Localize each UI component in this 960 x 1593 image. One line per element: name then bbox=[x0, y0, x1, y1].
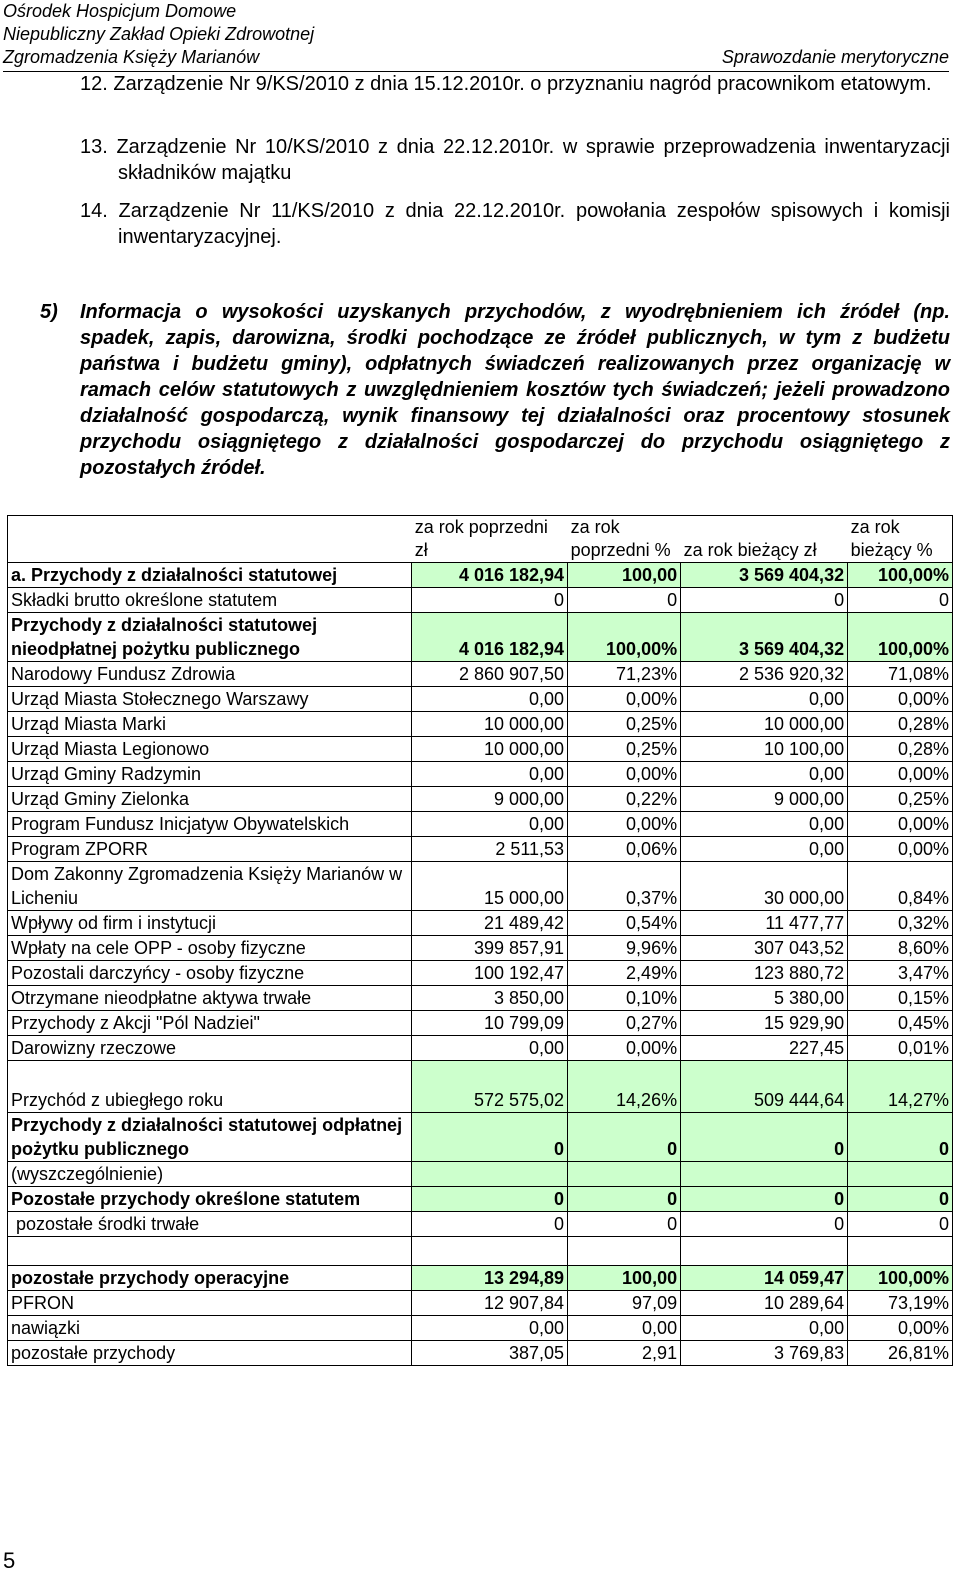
header-prev-amount: za rok poprzedni zł bbox=[412, 516, 568, 563]
row-value: 0 bbox=[412, 588, 568, 613]
row-value: 0,25% bbox=[568, 712, 681, 737]
row-value: 0,00 bbox=[681, 837, 848, 862]
row-value: 5 380,00 bbox=[681, 986, 848, 1011]
row-value: 0,00 bbox=[681, 762, 848, 787]
row-value: 0,27% bbox=[568, 1011, 681, 1036]
table-row bbox=[8, 613, 953, 662]
row-value bbox=[412, 1162, 568, 1187]
row-label: Darowizny rzeczowe bbox=[8, 1036, 412, 1061]
revenue-table bbox=[7, 515, 953, 1366]
row-label: Wpływy od firm i instytucji bbox=[8, 911, 412, 936]
table-row bbox=[8, 961, 953, 986]
table-row bbox=[8, 1316, 953, 1341]
row-value: 14 059,47 bbox=[681, 1266, 848, 1291]
row-value: 9 000,00 bbox=[412, 787, 568, 812]
row-value: 0 bbox=[848, 1187, 953, 1212]
table-row bbox=[8, 588, 953, 613]
row-value: 0,00 bbox=[412, 812, 568, 837]
row-label: PFRON bbox=[8, 1291, 412, 1316]
table-row bbox=[8, 1291, 953, 1316]
row-value: 0,00% bbox=[568, 762, 681, 787]
table-row bbox=[8, 1113, 953, 1162]
row-value: 13 294,89 bbox=[412, 1266, 568, 1291]
header-doc-type: Sprawozdanie merytoryczne bbox=[721, 47, 949, 67]
list-item bbox=[80, 71, 950, 97]
row-value: 0,00% bbox=[568, 1036, 681, 1061]
row-value: 509 444,64 bbox=[681, 1061, 848, 1113]
row-value: 9 000,00 bbox=[681, 787, 848, 812]
row-value: 227,45 bbox=[681, 1036, 848, 1061]
row-label: Urząd Miasta Marki bbox=[8, 712, 412, 737]
row-value: 0,28% bbox=[848, 737, 953, 762]
row-value: 0,00 bbox=[681, 812, 848, 837]
row-value: 15 929,90 bbox=[681, 1011, 848, 1036]
section-5 bbox=[40, 299, 950, 481]
row-value: 0,37% bbox=[568, 862, 681, 911]
row-value: 100,00 bbox=[568, 1266, 681, 1291]
row-value bbox=[568, 1237, 681, 1266]
item-number: 14. bbox=[80, 200, 108, 222]
table-row bbox=[8, 1237, 953, 1266]
row-value: 3,47% bbox=[848, 961, 953, 986]
row-label: Pozostałe przychody określone statutem bbox=[8, 1187, 412, 1212]
row-value: 0 bbox=[848, 1113, 953, 1162]
row-value: 0,00 bbox=[412, 687, 568, 712]
item-number: 12. bbox=[80, 73, 108, 95]
row-value: 26,81% bbox=[848, 1341, 953, 1366]
row-value: 123 880,72 bbox=[681, 961, 848, 986]
table-header-row bbox=[8, 516, 953, 563]
row-value: 10 289,64 bbox=[681, 1291, 848, 1316]
row-value: 0 bbox=[681, 1187, 848, 1212]
row-label: pozostałe przychody bbox=[8, 1341, 412, 1366]
row-value: 0 bbox=[568, 588, 681, 613]
table-row bbox=[8, 1036, 953, 1061]
row-value: 3 850,00 bbox=[412, 986, 568, 1011]
table-row bbox=[8, 712, 953, 737]
row-value: 0,28% bbox=[848, 712, 953, 737]
row-value: 0,25% bbox=[848, 787, 953, 812]
row-value bbox=[848, 1237, 953, 1266]
row-value: 21 489,42 bbox=[412, 911, 568, 936]
row-value: 0,54% bbox=[568, 911, 681, 936]
table-row bbox=[8, 837, 953, 862]
row-value bbox=[681, 1162, 848, 1187]
row-value: 97,09 bbox=[568, 1291, 681, 1316]
row-value: 0,01% bbox=[848, 1036, 953, 1061]
table-row bbox=[8, 1061, 953, 1113]
table-row bbox=[8, 762, 953, 787]
row-value: 0,84% bbox=[848, 862, 953, 911]
row-value: 0 bbox=[568, 1113, 681, 1162]
table-row bbox=[8, 1162, 953, 1187]
section-text: Informacja o wysokości uzyskanych przychodów, z wyodrębnieniem ich źródeł (np. spadek, zapis, darowizna, środki pochodzące ze źródeł publicznych, w tym z budżetu państwa i budżetu gminy), odpłatnych świadczeń realizowanych przez organizację w ramach celów statutowych z uwzględnieniem kosztów tych świadczeń; jeżeli prowadzono działalność gospodarczą, wynik finansowy tej działalności oraz procentowy stosunek przychodu osiągniętego z działalności gospodarczej do przychodu osiągniętego z pozostałych źródeł. bbox=[80, 301, 950, 479]
section-number: 5) bbox=[40, 301, 58, 323]
header-curr-percent: za rok bieżący % bbox=[848, 516, 953, 563]
row-value: 0,00 bbox=[412, 1036, 568, 1061]
row-value: 0,32% bbox=[848, 911, 953, 936]
row-value: 10 100,00 bbox=[681, 737, 848, 762]
item-number: 13. bbox=[80, 136, 108, 158]
row-value: 572 575,02 bbox=[412, 1061, 568, 1113]
row-value bbox=[848, 1162, 953, 1187]
row-label bbox=[8, 1237, 412, 1266]
row-value: 14,26% bbox=[568, 1061, 681, 1113]
row-label: Urząd Gminy Zielonka bbox=[8, 787, 412, 812]
table-row bbox=[8, 862, 953, 911]
row-value: 2 511,53 bbox=[412, 837, 568, 862]
row-value: 0 bbox=[681, 588, 848, 613]
row-value: 4 016 182,94 bbox=[412, 613, 568, 662]
row-value: 2 536 920,32 bbox=[681, 662, 848, 687]
row-value: 0 bbox=[681, 1212, 848, 1237]
row-label: Dom Zakonny Zgromadzenia Księży Marianów w Licheniu bbox=[8, 862, 412, 911]
list-item bbox=[80, 134, 950, 186]
row-value: 12 907,84 bbox=[412, 1291, 568, 1316]
row-value: 0,00 bbox=[568, 1316, 681, 1341]
row-value: 0 bbox=[568, 1212, 681, 1237]
page-header bbox=[3, 0, 949, 69]
table-row bbox=[8, 1011, 953, 1036]
row-value: 100,00% bbox=[848, 563, 953, 588]
row-value: 0,45% bbox=[848, 1011, 953, 1036]
row-label: Urząd Miasta Legionowo bbox=[8, 737, 412, 762]
row-value: 10 000,00 bbox=[412, 737, 568, 762]
row-value: 10 799,09 bbox=[412, 1011, 568, 1036]
table-row bbox=[8, 812, 953, 837]
row-value: 387,05 bbox=[412, 1341, 568, 1366]
row-label: pozostałe środki trwałe bbox=[8, 1212, 412, 1237]
row-value: 2 860 907,50 bbox=[412, 662, 568, 687]
row-value: 30 000,00 bbox=[681, 862, 848, 911]
row-value: 8,60% bbox=[848, 936, 953, 961]
table-row bbox=[8, 1341, 953, 1366]
item-text: Zarządzenie Nr 9/KS/2010 z dnia 15.12.2010r. o przyznaniu nagród pracownikom etatowym. bbox=[113, 73, 932, 95]
row-value bbox=[681, 1237, 848, 1266]
row-value: 4 016 182,94 bbox=[412, 563, 568, 588]
row-label: a. Przychody z działalności statutowej bbox=[8, 563, 412, 588]
row-value: 0,00% bbox=[848, 687, 953, 712]
row-label: Przychody z Akcji "Pól Nadziei" bbox=[8, 1011, 412, 1036]
row-label: Narodowy Fundusz Zdrowia bbox=[8, 662, 412, 687]
row-value: 307 043,52 bbox=[681, 936, 848, 961]
item-text: Zarządzenie Nr 10/KS/2010 z dnia 22.12.2010r. w sprawie przeprowadzenia inwentaryzacji składników majątku bbox=[116, 136, 950, 184]
row-label: Przychody z działalności statutowej nieodpłatnej pożytku publicznego bbox=[8, 613, 412, 662]
row-label: Składki brutto określone statutem bbox=[8, 588, 412, 613]
row-label: Pozostali darczyńcy - osoby fizyczne bbox=[8, 961, 412, 986]
row-value: 0,00 bbox=[412, 1316, 568, 1341]
row-value: 0,00% bbox=[848, 837, 953, 862]
row-value: 11 477,77 bbox=[681, 911, 848, 936]
row-value: 0 bbox=[848, 1212, 953, 1237]
row-label: Program ZPORR bbox=[8, 837, 412, 862]
row-value: 100,00% bbox=[568, 613, 681, 662]
row-value: 100,00 bbox=[568, 563, 681, 588]
row-value: 10 000,00 bbox=[681, 712, 848, 737]
header-prev-percent: za rok poprzedni % bbox=[568, 516, 681, 563]
row-label: Urząd Miasta Stołecznego Warszawy bbox=[8, 687, 412, 712]
table-row bbox=[8, 1187, 953, 1212]
row-value: 0,10% bbox=[568, 986, 681, 1011]
row-label: Urząd Gminy Radzymin bbox=[8, 762, 412, 787]
row-value: 0,00% bbox=[848, 1316, 953, 1341]
header-line2: Niepubliczny Zakład Opieki Zdrowotnej bbox=[3, 24, 315, 44]
row-label: Wpłaty na cele OPP - osoby fizyczne bbox=[8, 936, 412, 961]
row-value: 71,08% bbox=[848, 662, 953, 687]
row-value: 0,25% bbox=[568, 737, 681, 762]
row-value: 0 bbox=[412, 1113, 568, 1162]
row-value: 9,96% bbox=[568, 936, 681, 961]
row-value: 14,27% bbox=[848, 1061, 953, 1113]
table-row bbox=[8, 787, 953, 812]
row-value: 0,22% bbox=[568, 787, 681, 812]
table-row bbox=[8, 1266, 953, 1291]
row-value: 71,23% bbox=[568, 662, 681, 687]
list-item bbox=[80, 198, 950, 250]
table-row bbox=[8, 986, 953, 1011]
row-label: Przychody z działalności statutowej odpłatnej pożytku publicznego bbox=[8, 1113, 412, 1162]
row-value: 0,06% bbox=[568, 837, 681, 862]
header-curr-amount: za rok bieżący zł bbox=[681, 516, 848, 563]
row-value: 0 bbox=[412, 1212, 568, 1237]
row-value: 100 192,47 bbox=[412, 961, 568, 986]
row-value: 0,00% bbox=[848, 762, 953, 787]
table-row bbox=[8, 1212, 953, 1237]
row-label: (wyszczególnienie) bbox=[8, 1162, 412, 1187]
row-label: Otrzymane nieodpłatne aktywa trwałe bbox=[8, 986, 412, 1011]
row-value: 0,00% bbox=[568, 812, 681, 837]
row-value: 0 bbox=[848, 588, 953, 613]
row-value: 0,00 bbox=[412, 762, 568, 787]
row-value bbox=[568, 1162, 681, 1187]
row-value: 0 bbox=[681, 1113, 848, 1162]
table-row bbox=[8, 662, 953, 687]
header-line3: Zgromadzenia Księży Marianów bbox=[3, 47, 260, 67]
row-value: 73,19% bbox=[848, 1291, 953, 1316]
header-cell-blank bbox=[8, 516, 412, 563]
row-label: pozostałe przychody operacyjne bbox=[8, 1266, 412, 1291]
table-row bbox=[8, 687, 953, 712]
table-row bbox=[8, 911, 953, 936]
row-value: 2,49% bbox=[568, 961, 681, 986]
row-value: 0,00% bbox=[848, 812, 953, 837]
row-label: Program Fundusz Inicjatyw Obywatelskich bbox=[8, 812, 412, 837]
row-value: 0,00 bbox=[681, 687, 848, 712]
row-value: 3 569 404,32 bbox=[681, 563, 848, 588]
table-row bbox=[8, 563, 953, 588]
row-value: 0 bbox=[412, 1187, 568, 1212]
row-value: 3 569 404,32 bbox=[681, 613, 848, 662]
table-row bbox=[8, 936, 953, 961]
row-label: nawiązki bbox=[8, 1316, 412, 1341]
table-row bbox=[8, 737, 953, 762]
row-value: 3 769,83 bbox=[681, 1341, 848, 1366]
row-value: 100,00% bbox=[848, 1266, 953, 1291]
row-value: 0,15% bbox=[848, 986, 953, 1011]
row-value: 10 000,00 bbox=[412, 712, 568, 737]
row-value: 100,00% bbox=[848, 613, 953, 662]
row-value: 0 bbox=[568, 1187, 681, 1212]
row-label: Przychód z ubiegłego roku bbox=[8, 1061, 412, 1113]
row-value: 0,00 bbox=[681, 1316, 848, 1341]
page-number: 5 bbox=[3, 1548, 16, 1573]
row-value: 0,00% bbox=[568, 687, 681, 712]
row-value bbox=[412, 1237, 568, 1266]
row-value: 2,91 bbox=[568, 1341, 681, 1366]
row-value: 399 857,91 bbox=[412, 936, 568, 961]
header-line1: Ośrodek Hospicjum Domowe bbox=[3, 1, 237, 21]
row-value: 15 000,00 bbox=[412, 862, 568, 911]
item-text: Zarządzenie Nr 11/KS/2010 z dnia 22.12.2010r. powołania zespołów spisowych i komisji inwentaryzacyjnej. bbox=[118, 200, 950, 248]
